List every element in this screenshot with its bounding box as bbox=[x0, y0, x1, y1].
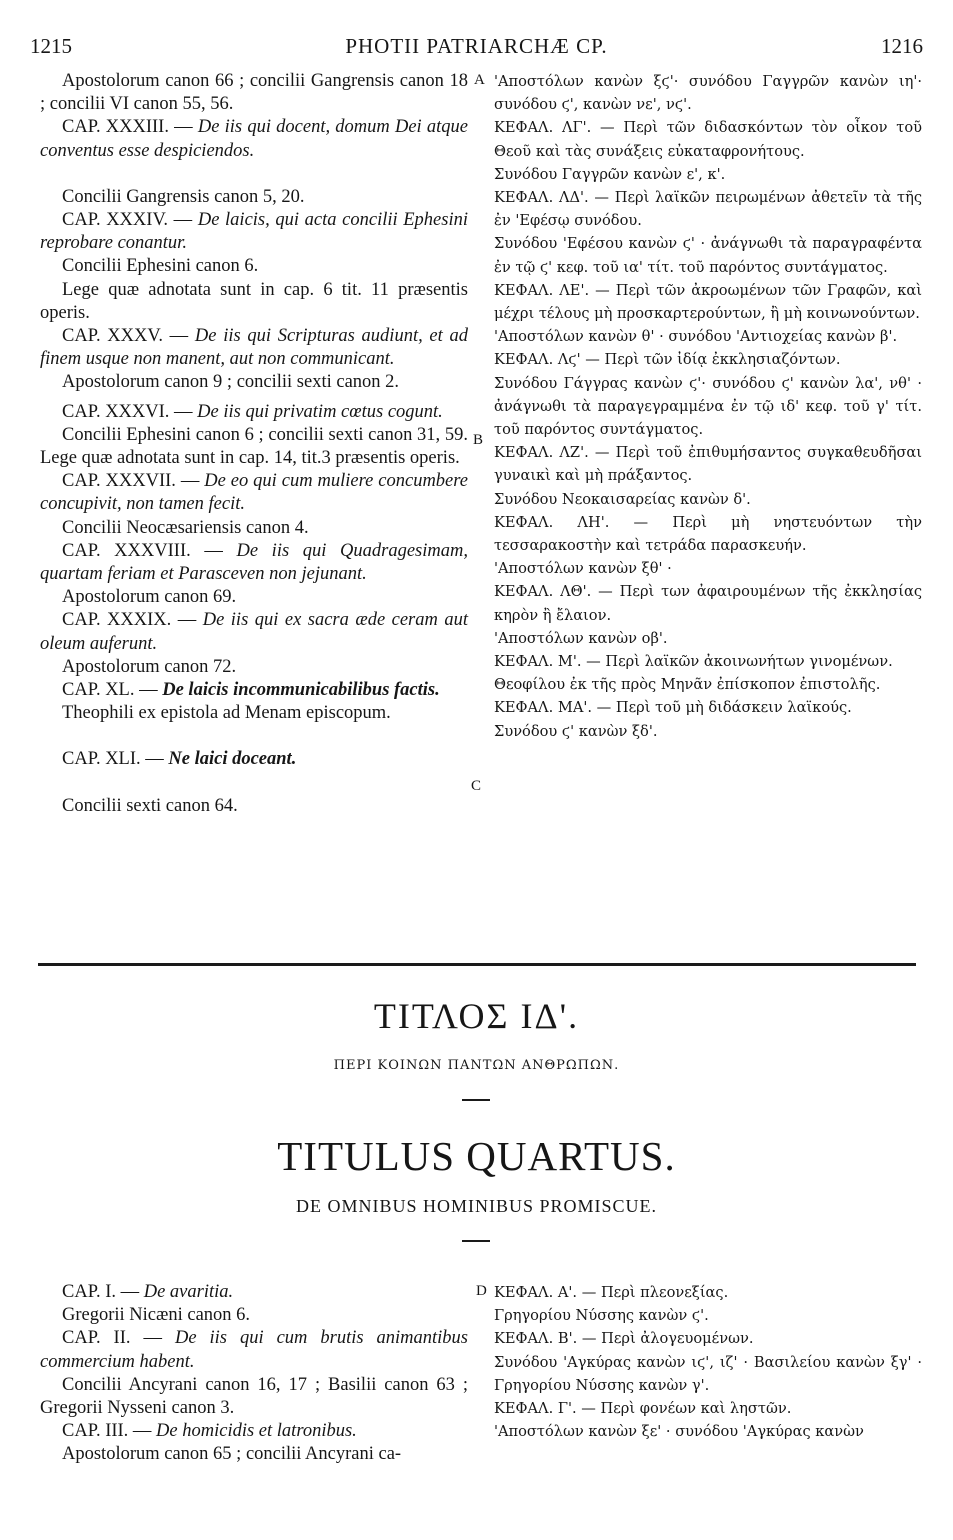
latin-entry: Concilii Ephesini canon 6. bbox=[62, 256, 259, 277]
latin-chapter: CAP. XXXIII. — De iis qui docent, domum Dei atque conventus esse despiciendos. bbox=[40, 117, 468, 161]
greek-entry: 'Αποστόλων κανὼν οβ'. bbox=[494, 629, 668, 647]
latin-entry: Apostolorum canon 9 ; concilii sexti canon 2. bbox=[62, 372, 400, 393]
latin-title: TITULUS QUARTUS. bbox=[277, 1133, 676, 1179]
greek-entry: Θεοφίλου ἐκ τῆς πρὸς Μηνᾶν ἐπίσκοπον ἐπιστολῆς. bbox=[494, 676, 881, 694]
right-page-number: 1216 bbox=[881, 34, 923, 58]
latin-entry: Lege quæ adnotata sunt in cap. 6 tit. 11 præsentis operis. bbox=[40, 279, 468, 323]
greek-subtitle: ΠΕΡΙ ΚΟΙΝΩΝ ΠΑΝΤΩΝ ΑΝΘΡΩΠΩΝ. bbox=[333, 1058, 620, 1073]
latin-chapter: CAP. XXXVII. — De eo qui cum muliere concumbere concupivit, non tamen fecit. bbox=[40, 471, 468, 515]
margin-marker-a: A bbox=[474, 72, 485, 88]
latin-entry: Concilii Gangrensis canon 5, 20. bbox=[62, 186, 305, 207]
latin-chapter: CAP. XXXVI. — De iis qui privatim cœtus cogunt. bbox=[62, 401, 443, 422]
greek-entry: Συνόδου Νεοκαισαρείας κανὼν δ'. bbox=[494, 490, 751, 508]
latin-entry: Apostolorum canon 65 ; concilii Ancyrani ca- bbox=[62, 1444, 402, 1465]
left-page-number: 1215 bbox=[30, 34, 72, 58]
greek-entry: Συνόδου 'Αγκύρας κανὼν ιϛ', ιζ' · Βασιλείου κανὼν ξγ' · Γρηγορίου Νύσσης κανὼν γ'. bbox=[494, 1353, 922, 1394]
greek-entry: Συνόδου Γάγγρας κανὼν ϛ'· συνόδου ϛ' κανὼν λα', νθ' · ἀνάγνωθι τὰ παραγεγραμμένα ἐν τῷ ιδ' κεφ. τοῦ γ' τίτ. τοῦ παρόντος συντάγματος. bbox=[494, 374, 922, 439]
latin-entry: Apostolorum canon 69. bbox=[62, 587, 237, 608]
latin-entry: Concilii Neocæsariensis canon 4. bbox=[62, 517, 309, 538]
greek-chapter: ΚΕΦΑΛ. ΜΑ'. — Περὶ τοῦ μὴ διδάσκειν λαϊκούς. bbox=[494, 699, 852, 717]
greek-chapter: ΚΕΦΑΛ. ΛΘ'. — Περὶ των ἀφαιρουμένων τῆς ἐκκλησίας κηρὸν ἢ ἔλαιον. bbox=[494, 583, 922, 624]
latin-entry: Concilii sexti canon 64. bbox=[62, 795, 238, 816]
greek-chapter: ΚΕΦΑΛ. ΛΗ'. — Περὶ μὴ νηστευόντων τὴν τεσσαρακοστὴν καὶ τετράδα παρασκευήν. bbox=[494, 513, 922, 555]
latin-entry: Concilii Ephesini canon 6 ; concilii sexti canon 31, 59. Lege quæ adnotata sunt in cap. 14, tit.3 præsentis operis. bbox=[40, 424, 468, 469]
latin-entry: Apostolorum canon 72. bbox=[62, 656, 237, 677]
margin-marker-b: B bbox=[473, 432, 484, 448]
latin-column-bottom bbox=[40, 1281, 468, 1467]
greek-chapter: ΚΕΦΑΛ. ΛΓ'. — Περὶ τῶν διδασκόντων τὸν οἶκον τοῦ Θεοῦ καὶ τὰς συνάξεις εὐκαταφρονήτους. bbox=[494, 119, 922, 160]
greek-chapter: ΚΕΦΑΛ. Λϛ' — Περὶ τῶν ἰδίᾳ ἐκκλησιαζόντων. bbox=[494, 351, 841, 369]
greek-title: ΤΙΤΛΟΣ ΙΔ'. bbox=[373, 996, 580, 1036]
latin-chapter: CAP. I. — De avaritia. bbox=[62, 1282, 234, 1302]
latin-entry: Gregorii Nicæni canon 6. bbox=[62, 1305, 251, 1326]
greek-chapter: ΚΕΦΑΛ. Μ'. — Περὶ λαϊκῶν ἀκοινωνήτων γινομένων. bbox=[494, 653, 893, 671]
greek-column-top bbox=[494, 70, 922, 743]
greek-entry: 'Αποστόλων κανὼν θ' · συνόδου 'Αντιοχείας κανὼν β'. bbox=[494, 328, 898, 346]
latin-entry: Theophili ex epistola ad Menam episcopum. bbox=[62, 703, 391, 724]
latin-entry: Concilii Ancyrani canon 16, 17 ; Basilii canon 63 ; Gregorii Nysseni canon 3. bbox=[40, 1374, 468, 1419]
latin-column-top bbox=[40, 70, 468, 818]
section-divider-rule bbox=[38, 963, 916, 966]
running-title: PHOTII PATRIARCHÆ CP. bbox=[345, 34, 608, 58]
greek-chapter: ΚΕΦΑΛ. Γ'. — Περὶ φονέων καὶ ληστῶν. bbox=[494, 1400, 792, 1418]
latin-subtitle: DE OMNIBUS HOMINIBUS PROMISCUE. bbox=[295, 1196, 658, 1216]
latin-chapter: CAP. XLI. — Ne laici doceant. bbox=[62, 749, 297, 770]
margin-marker-c: C bbox=[471, 778, 482, 794]
greek-chapter: ΚΕΦΑΛ. ΛΔ'. — Περὶ λαϊκῶν πειρωμένων ἀθετεῖν τὰ τῆς ἐν 'Εφέσῳ συνόδου. bbox=[494, 189, 922, 230]
greek-entry: Συνόδου 'Εφέσου κανὼν ϛ' · ἀνάγνωθι τὰ παραγραφέντα ἐν τῷ ϛ' κεφ. τοῦ ια' τίτ. τοῦ παρόντος συντάγματος. bbox=[494, 235, 922, 276]
running-header bbox=[30, 34, 923, 60]
greek-chapter: ΚΕΦΑΛ. ΛΖ'. — Περὶ τοῦ ἐπιθυμήσαντος συγκαθευδῆσαι γυναικὶ καὶ μὴ πράξαντος. bbox=[494, 444, 922, 485]
latin-chapter: CAP. XL. — De laicis incommunicabilibus factis. bbox=[62, 680, 440, 701]
greek-chapter: ΚΕΦΑΛ. ΛΕ'. — Περὶ τῶν ἀκροωμένων τῶν Γραφῶν, καὶ μέχρι τέλους μὴ προσκαρτερούντων, ἢ μὴ κοινωνούντων. bbox=[494, 281, 922, 323]
latin-chapter: CAP. XXXIX. — De iis qui ex sacra æde ceram aut oleum auferunt. bbox=[40, 610, 468, 654]
latin-chapter: CAP. XXXIV. — De laicis, qui acta concilii Ephesini reprobare conantur. bbox=[40, 210, 469, 254]
greek-entry: Συνόδου ϛ' κανὼν ξδ'. bbox=[494, 722, 658, 740]
greek-entry: 'Αποστόλων κανὼν ξθ' · bbox=[494, 560, 672, 578]
greek-chapter: ΚΕΦΑΛ. Α'. — Περὶ πλεονεξίας. bbox=[494, 1284, 729, 1301]
latin-chapter: CAP. III. — De homicidis et latronibus. bbox=[62, 1421, 357, 1442]
greek-entry: 'Αποστόλων κανὼν ξϛ'· συνόδου Γαγγρῶν κανὼν ιη'· συνόδου ϛ', κανὼν νε', νϛ'. bbox=[494, 73, 922, 114]
greek-entry: Γρηγορίου Νύσσης κανὼν ϛ'. bbox=[494, 1307, 709, 1325]
latin-chapter: CAP. XXXVIII. — De iis qui Quadragesimam, quartam feriam et Parasceven non jejunant. bbox=[40, 540, 468, 585]
greek-entry: Συνόδου Γαγγρῶν κανὼν ε', κ'. bbox=[494, 165, 726, 183]
latin-chapter: CAP. II. — De iis qui cum brutis animantibus commercium habent. bbox=[40, 1328, 469, 1372]
margin-marker-d: D bbox=[476, 1283, 487, 1299]
short-rule bbox=[462, 1240, 490, 1242]
greek-entry: 'Αποστόλων κανὼν ξε' · συνόδου 'Αγκύρας κανὼν bbox=[494, 1423, 864, 1441]
greek-chapter: ΚΕΦΑΛ. Β'. — Περὶ ἀλογευομένων. bbox=[494, 1330, 754, 1348]
greek-column-bottom bbox=[494, 1281, 922, 1443]
latin-entry: Apostolorum canon 66 ; concilii Gangrensis canon 18 ; concilii VI canon 55, 56. bbox=[40, 71, 468, 115]
latin-chapter: CAP. XXXV. — De iis qui Scripturas audiunt, et ad finem usque non manent, aut non communicant. bbox=[40, 326, 468, 370]
short-rule bbox=[462, 1099, 490, 1101]
